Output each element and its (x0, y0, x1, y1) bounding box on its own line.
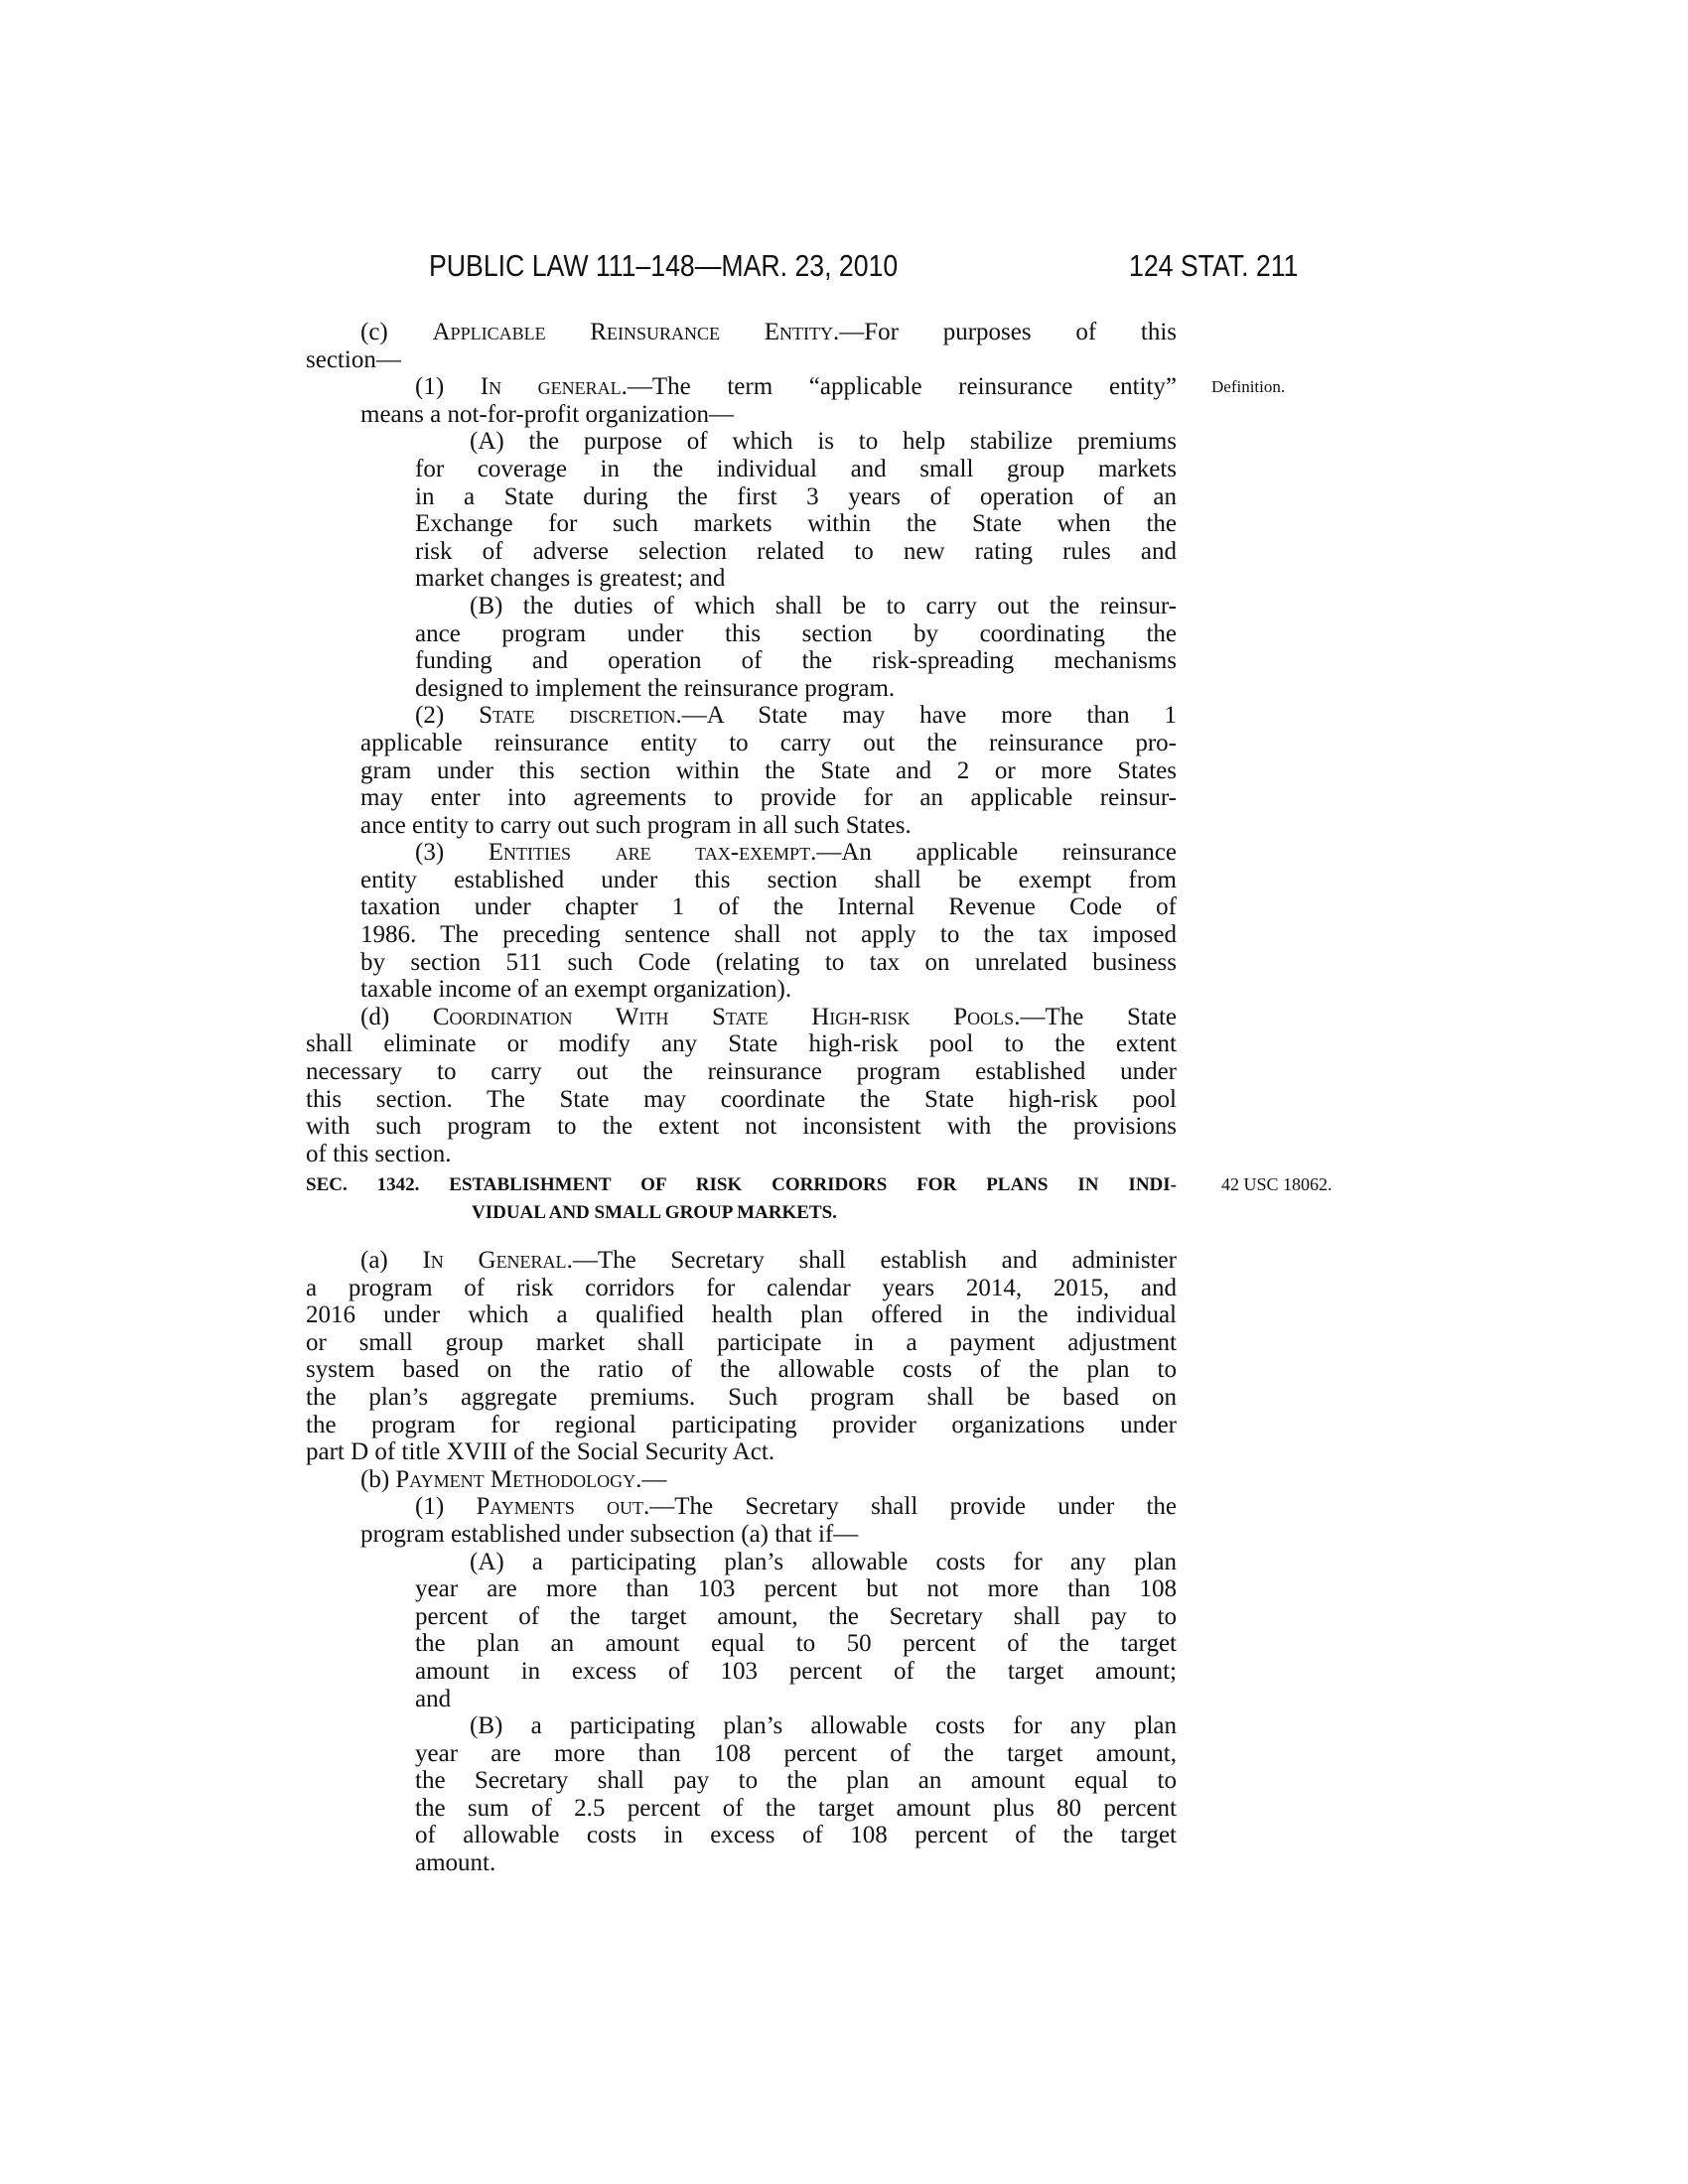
paragraph (306, 593, 1177, 702)
text-line: taxation under chapter 1 of the Internal Revenue Code of (360, 893, 1177, 921)
text-run: .—An applicable reinsurance (810, 839, 1177, 867)
text-line (306, 319, 1177, 346)
text-line: part D of title XVIII of the Social Security Act. (306, 1438, 775, 1466)
text-line (306, 373, 1286, 401)
margin-note-usc-citation: 42 USC 18062. (1221, 1174, 1333, 1194)
text-line: taxable income of an exempt organization). (360, 976, 792, 1004)
text-line (306, 702, 1177, 730)
section-heading-line: VIDUAL AND SMALL GROUP MARKETS. (472, 1201, 837, 1223)
section-1342-heading (306, 1171, 1333, 1226)
paragraph (306, 1247, 1177, 1466)
text-line: percent of the target amount, the Secretary shall pay to (415, 1602, 1177, 1630)
paragraph (306, 1712, 1177, 1877)
text-line: may enter into agreements to provide for an applicable reinsur- (360, 784, 1177, 812)
text-run: (c) (360, 319, 433, 345)
text-line: 1986. The preceding sentence shall not apply to the tax imposed (360, 921, 1177, 949)
text-run: (2) (415, 702, 480, 730)
text-line: (A) a participating plan’s allowable costs for any plan (470, 1548, 1177, 1575)
text-line: year are more than 108 percent of the target amount, (415, 1739, 1177, 1767)
text-run: (1) (415, 1493, 477, 1521)
text-line: designed to implement the reinsurance program. (415, 674, 896, 702)
text-line: Exchange for such markets within the State when the (415, 510, 1177, 538)
paragraph-heading: Applicable Reinsurance Entity (432, 319, 833, 345)
paragraph (306, 1493, 1177, 1548)
text-line: necessary to carry out the reinsurance program established under (306, 1058, 1177, 1086)
text-line: of allowable costs in excess of 108 percent of the target (415, 1822, 1177, 1849)
text-line: of this section. (306, 1140, 452, 1167)
text-line: the plan an amount equal to 50 percent of the target (415, 1630, 1177, 1658)
text-run: .—For purposes of this (832, 319, 1178, 345)
text-line (306, 1004, 1177, 1031)
text-line: system based on the ratio of the allowable costs of the plan to (306, 1356, 1177, 1384)
text-run: .—The Secretary shall provide under the (643, 1493, 1178, 1521)
text-line: and (415, 1685, 452, 1712)
paragraph-heading: Coordination With State High-risk Pools (432, 1003, 1015, 1030)
text-line: amount in excess of 103 percent of the target amount; (415, 1657, 1177, 1685)
text-line: means a not-for-profit organization— (360, 400, 735, 428)
text-line: or small group market shall participate in a payment adjustment (306, 1328, 1177, 1356)
text-run: (d) (360, 1003, 433, 1030)
section-1341-continued (306, 319, 1286, 1167)
text-line: amount. (415, 1849, 496, 1877)
text-line: program established under subsection (a) that if— (360, 1520, 859, 1548)
text-line: gram under this section within the State and 2 or more States (360, 756, 1177, 784)
text-line (306, 1493, 1177, 1521)
paragraph (306, 373, 1286, 428)
text-line: section— (306, 345, 401, 373)
text-line: the sum of 2.5 percent of the target amount plus 80 percent (415, 1794, 1177, 1822)
text-line (306, 839, 1177, 867)
text-run: .— (635, 1465, 667, 1493)
text-line: for coverage in the individual and small group markets (415, 455, 1177, 482)
text-line: the Secretary shall pay to the plan an amount equal to (415, 1767, 1177, 1795)
paragraph-heading: Payment Methodology (395, 1465, 636, 1493)
text-line: applicable reinsurance entity to carry out the reinsurance pro- (360, 729, 1177, 756)
text-line: ance entity to carry out such program in all such States. (360, 811, 912, 839)
paragraph (306, 1004, 1177, 1168)
text-line: with such program to the extent not inconsistent with the provisions (306, 1113, 1177, 1141)
text-line: market changes is greatest; and (415, 565, 726, 593)
running-header-title: PUBLIC LAW 111–148—MAR. 23, 2010 (429, 248, 899, 283)
text-line: by section 511 such Code (relating to tax on unrelated business (360, 948, 1177, 976)
text-run: (b) (360, 1465, 396, 1493)
text-run: .—A State may have more than 1 (675, 702, 1178, 730)
text-run: (3) (415, 839, 489, 867)
text-run: (a) (360, 1247, 423, 1274)
paragraph (306, 319, 1177, 373)
text-line: in a State during the first 3 years of operation of an (415, 482, 1177, 510)
section-1342-body (306, 1247, 1177, 1877)
margin-note: Definition. (1211, 377, 1286, 397)
text-line: risk of adverse selection related to new rating rules and (415, 537, 1177, 565)
paragraph (306, 702, 1177, 839)
text-line: (B) the duties of which shall be to carry out the reinsur- (470, 592, 1177, 619)
text-line: this section. The State may coordinate the State high-risk pool (306, 1085, 1177, 1113)
paragraph (306, 1549, 1177, 1713)
text-line: the program for regional participating provider organizations under (306, 1411, 1177, 1438)
section-heading-line (306, 1171, 1333, 1199)
text-line (306, 1247, 1177, 1275)
paragraph-heading: In general (480, 373, 622, 401)
text-line: shall eliminate or modify any State high-risk pool to the extent (306, 1030, 1177, 1058)
text-line: (A) the purpose of which is to help stabilize premiums (470, 428, 1177, 456)
text-line: year are more than 103 percent but not more than 108 (415, 1575, 1177, 1603)
text-run: .—The term “applicable reinsurance entity” (621, 373, 1177, 401)
text-line: funding and operation of the risk-spreading mechanisms (415, 647, 1177, 675)
text-line: 2016 under which a qualified health plan offered in the individual (306, 1301, 1177, 1329)
text-line: a program of risk corridors for calendar years 2014, 2015, and (306, 1274, 1177, 1301)
text-line: (B) a participating plan’s allowable costs for any plan (470, 1712, 1177, 1740)
text-run: .—The Secretary shall establish and administer (566, 1247, 1177, 1274)
paragraph-heading: Entities are tax-exempt (488, 839, 811, 867)
section-heading-text: SEC. 1342. ESTABLISHMENT OF RISK CORRIDORS FOR PLANS IN INDI- (306, 1174, 1177, 1195)
text-line (306, 1466, 1177, 1494)
paragraph-heading: Payments out (476, 1493, 643, 1521)
text-line: ance program under this section by coordinating the (415, 619, 1177, 647)
text-line: the plan’s aggregate premiums. Such program shall be based on (306, 1383, 1177, 1411)
paragraph-heading: State discretion (479, 702, 676, 730)
paragraph (306, 428, 1177, 593)
paragraph (306, 1466, 1177, 1494)
text-run: .—The State (1014, 1003, 1177, 1030)
text-line: entity established under this section shall be exempt from (360, 866, 1177, 893)
paragraph-heading: In General (422, 1247, 567, 1274)
paragraph (306, 839, 1177, 1004)
page-number: 124 STAT. 211 (1129, 248, 1299, 283)
text-run: (1) (415, 373, 481, 401)
